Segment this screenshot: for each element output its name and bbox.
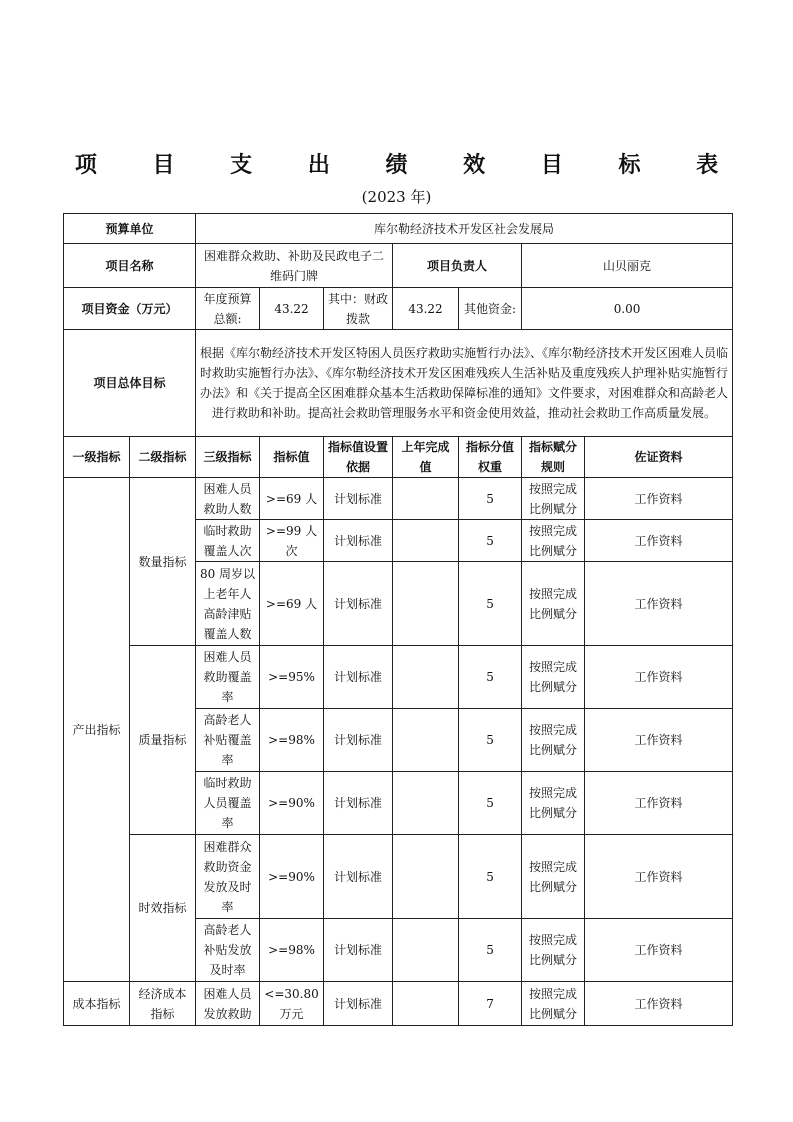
indicator-basis: 计划标准	[324, 835, 393, 919]
header-target-value: 指标值	[260, 437, 324, 478]
header-evidence: 佐证资料	[585, 437, 733, 478]
budget-unit-row	[64, 214, 733, 244]
project-owner-value: 山贝丽克	[522, 244, 733, 288]
annual-budget-value: 43.22	[260, 288, 324, 330]
indicator-rule: 按照完成比例赋分	[522, 919, 585, 982]
indicator-evidence: 工作资料	[585, 709, 733, 772]
indicator-basis: 计划标准	[324, 772, 393, 835]
indicator-previous	[393, 478, 459, 520]
indicator-evidence: 工作资料	[585, 520, 733, 562]
indicator-name: 高龄老人补贴发放及时率	[196, 919, 260, 982]
table-row	[64, 478, 733, 520]
indicator-rule: 按照完成比例赋分	[522, 646, 585, 709]
indicator-value: >=69 人	[260, 478, 324, 520]
indicator-name: 困难人员救助覆盖率	[196, 646, 260, 709]
indicator-previous	[393, 982, 459, 1026]
table-row	[64, 835, 733, 919]
indicator-name: 困难群众救助资金发放及时率	[196, 835, 260, 919]
indicator-previous	[393, 709, 459, 772]
indicator-basis: 计划标准	[324, 520, 393, 562]
indicator-value: >=90%	[260, 772, 324, 835]
project-name-row	[64, 244, 733, 288]
performance-table	[63, 213, 733, 1026]
project-name-value: 困难群众救助、补助及民政电子二维码门牌	[196, 244, 393, 288]
indicator-basis: 计划标准	[324, 709, 393, 772]
indicator-weight: 5	[459, 772, 522, 835]
indicator-weight: 7	[459, 982, 522, 1026]
indicator-evidence: 工作资料	[585, 478, 733, 520]
indicator-previous	[393, 772, 459, 835]
group-economic-cost: 经济成本指标	[130, 982, 196, 1026]
header-previous-year: 上年完成值	[393, 437, 459, 478]
indicator-evidence: 工作资料	[585, 646, 733, 709]
indicator-basis: 计划标准	[324, 646, 393, 709]
overall-goal-row	[64, 330, 733, 437]
budget-unit-label: 预算单位	[64, 214, 196, 244]
indicator-rule: 按照完成比例赋分	[522, 772, 585, 835]
annual-budget-label: 年度预算总额:	[196, 288, 260, 330]
indicator-evidence: 工作资料	[585, 562, 733, 646]
indicator-rule: 按照完成比例赋分	[522, 835, 585, 919]
indicator-weight: 5	[459, 478, 522, 520]
indicator-name: 临时救助人员覆盖率	[196, 772, 260, 835]
indicator-evidence: 工作资料	[585, 919, 733, 982]
header-basis: 指标值设置依据	[324, 437, 393, 478]
indicator-rule: 按照完成比例赋分	[522, 982, 585, 1026]
indicator-rule: 按照完成比例赋分	[522, 709, 585, 772]
other-funds-value: 0.00	[522, 288, 733, 330]
project-name-label: 项目名称	[64, 244, 196, 288]
group-quantity: 数量指标	[130, 478, 196, 646]
indicator-value: >=98%	[260, 709, 324, 772]
table-row	[64, 982, 733, 1026]
indicator-previous	[393, 562, 459, 646]
indicator-basis: 计划标准	[324, 562, 393, 646]
indicator-previous	[393, 520, 459, 562]
indicator-weight: 5	[459, 562, 522, 646]
indicator-rule: 按照完成比例赋分	[522, 520, 585, 562]
overall-goal-text: 根据《库尔勒经济技术开发区特困人员医疗救助实施暂行办法》、《库尔勒经济技术开发区困难人员临时救助实施暂行办法》、《库尔勒经济技术开发区困难残疾人生活补贴及重度残疾人护理补贴实施暂行办法》和《关于提高全区困难群众基本生活救助保障标准的通知》文件要求，对困难群众和高龄老人进行救助和补助。提高社会救助管理服务水平和资金使用效益，推动社会救助工作高质量发展。	[196, 330, 733, 437]
indicator-value: >=98%	[260, 919, 324, 982]
group-output: 产出指标	[64, 478, 130, 982]
indicator-name: 困难人员发放救助	[196, 982, 260, 1026]
indicator-weight: 5	[459, 709, 522, 772]
indicator-rule: 按照完成比例赋分	[522, 478, 585, 520]
funds-label: 项目资金（万元）	[64, 288, 196, 330]
indicator-name: 高龄老人补贴覆盖率	[196, 709, 260, 772]
indicator-name: 80 周岁以上老年人高龄津贴覆盖人数	[196, 562, 260, 646]
header-weight: 指标分值权重	[459, 437, 522, 478]
year-subtitle: (2023 年)	[361, 188, 432, 206]
budget-unit-value: 库尔勒经济技术开发区社会发展局	[196, 214, 733, 244]
project-owner-label: 项目负责人	[393, 244, 522, 288]
indicator-value: <=30.80 万元	[260, 982, 324, 1026]
indicator-evidence: 工作资料	[585, 835, 733, 919]
indicator-basis: 计划标准	[324, 982, 393, 1026]
overall-goal-label: 项目总体目标	[64, 330, 196, 437]
indicator-weight: 5	[459, 520, 522, 562]
group-cost: 成本指标	[64, 982, 130, 1026]
header-level3: 三级指标	[196, 437, 260, 478]
page-title: 项 目 支 出 绩 效 目 标 表	[74, 153, 743, 178]
group-quality: 质量指标	[130, 646, 196, 835]
indicator-previous	[393, 919, 459, 982]
indicator-previous	[393, 646, 459, 709]
indicator-previous	[393, 835, 459, 919]
indicator-weight: 5	[459, 835, 522, 919]
table-header-row	[64, 437, 733, 478]
indicator-name: 临时救助覆盖人次	[196, 520, 260, 562]
project-funds-row	[64, 288, 733, 330]
indicator-value: >=90%	[260, 835, 324, 919]
indicator-value: >=99 人次	[260, 520, 324, 562]
indicator-value: >=95%	[260, 646, 324, 709]
indicator-evidence: 工作资料	[585, 772, 733, 835]
header-level2: 二级指标	[130, 437, 196, 478]
indicator-weight: 5	[459, 919, 522, 982]
indicator-value: >=69 人	[260, 562, 324, 646]
header-level1: 一级指标	[64, 437, 130, 478]
indicator-weight: 5	[459, 646, 522, 709]
indicator-rule: 按照完成比例赋分	[522, 562, 585, 646]
other-funds-label: 其他资金:	[459, 288, 522, 330]
fiscal-funds-value: 43.22	[393, 288, 459, 330]
indicator-evidence: 工作资料	[585, 982, 733, 1026]
indicator-basis: 计划标准	[324, 919, 393, 982]
fiscal-funds-label: 其中：财政拨款	[324, 288, 393, 330]
group-timeliness: 时效指标	[130, 835, 196, 982]
table-row	[64, 646, 733, 709]
indicator-basis: 计划标准	[324, 478, 393, 520]
header-scoring-rule: 指标赋分规则	[522, 437, 585, 478]
indicator-name: 困难人员救助人数	[196, 478, 260, 520]
